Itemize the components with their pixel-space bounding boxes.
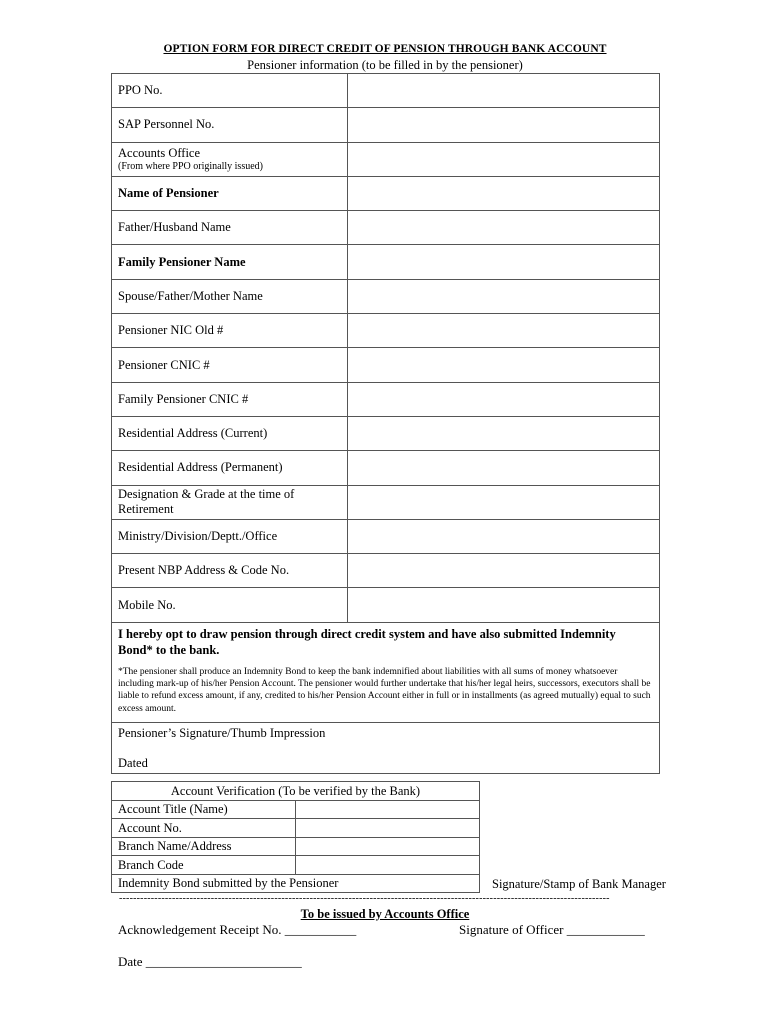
pensioner-field-label — [112, 519, 348, 553]
pensioner-field-label — [112, 382, 348, 416]
field-label-text: Spouse/Father/Mother Name — [118, 288, 263, 303]
declaration-text: I hereby opt to draw pension through direct credit system and have also submitted Indemnity Bond* to the bank. — [118, 626, 616, 657]
field-label-text: Accounts Office — [118, 146, 201, 161]
pensioner-field-label — [112, 108, 348, 142]
bank-field-input[interactable] — [296, 837, 480, 856]
pensioner-field-input[interactable] — [348, 588, 660, 622]
pensioner-field-label — [112, 554, 348, 588]
dated-label: Dated — [118, 755, 148, 770]
field-label-subtext: (From where PPO originally issued) — [118, 161, 263, 173]
bank-field-label: Branch Name/Address — [112, 837, 296, 856]
pensioner-field-input[interactable] — [348, 451, 660, 485]
form-title: OPTION FORM FOR DIRECT CREDIT OF PENSION THROUGH BANK ACCOUNT — [163, 43, 607, 55]
pensioner-field-label — [112, 348, 348, 382]
cut-line-separator: ------------------------------------------------------------------------------------------------------------------------------------------- — [119, 893, 610, 904]
bank-field-row — [112, 819, 480, 838]
declaration-cell — [112, 622, 660, 722]
bank-field-input[interactable] — [296, 856, 480, 875]
field-label-text: Residential Address (Permanent) — [118, 460, 283, 475]
pensioner-field-input[interactable] — [348, 74, 660, 108]
field-label-text: Present NBP Address & Code No. — [118, 563, 290, 578]
accounts-office-title: To be issued by Accounts Office — [300, 907, 470, 921]
field-label-text: SAP Personnel No. — [118, 117, 215, 132]
pensioner-info-table — [111, 73, 660, 774]
pensioner-field-row — [112, 485, 660, 519]
pensioner-field-label — [112, 74, 348, 108]
bank-field-input[interactable] — [296, 819, 480, 838]
field-label-text: Pensioner CNIC # — [118, 357, 210, 372]
pensioner-field-input[interactable] — [348, 108, 660, 142]
pensioner-field-label — [112, 176, 348, 210]
pensioner-field-input[interactable] — [348, 245, 660, 279]
bank-field-label: Branch Code — [112, 856, 296, 875]
pensioner-field-row — [112, 108, 660, 142]
pensioner-field-row — [112, 519, 660, 553]
pensioner-field-input[interactable] — [348, 211, 660, 245]
pensioner-field-input[interactable] — [348, 314, 660, 348]
field-label-text: Mobile No. — [118, 597, 176, 612]
pensioner-field-input[interactable] — [348, 554, 660, 588]
account-verification-table — [111, 781, 480, 893]
pensioner-field-label — [112, 245, 348, 279]
account-verification-header: Account Verification (To be verified by the Bank) — [112, 782, 480, 801]
pensioner-field-input[interactable] — [348, 142, 660, 176]
pensioner-field-row — [112, 142, 660, 176]
pensioner-field-label — [112, 142, 348, 176]
pensioner-field-label — [112, 416, 348, 450]
field-label-text: PPO No. — [118, 83, 163, 98]
pensioner-field-label — [112, 279, 348, 313]
pensioner-field-label — [112, 451, 348, 485]
pensioner-field-label — [112, 314, 348, 348]
pensioner-field-row — [112, 451, 660, 485]
bank-field-label: Indemnity Bond submitted by the Pensioner — [112, 874, 480, 893]
pensioner-field-row — [112, 382, 660, 416]
pensioner-field-input[interactable] — [348, 176, 660, 210]
bank-field-row — [112, 837, 480, 856]
bank-field-label: Account Title (Name) — [112, 800, 296, 819]
pensioner-field-row — [112, 314, 660, 348]
bank-field-row — [112, 800, 480, 819]
field-label-text: Residential Address (Current) — [118, 426, 268, 441]
indemnity-note: *The pensioner shall produce an Indemnity Bond to keep the bank indemnified about liabilities with all sums of money whatsoever including mark-up of his/her Pension Account. The pensioner would further undertake that his/her legal heirs, successors, executors shall be liable to refund excess amount, if any, credited to his/her Pension Account either in full or in installments (as agreed mutually) equal to such excess amount. — [118, 666, 651, 714]
pensioner-field-label — [112, 211, 348, 245]
pensioner-field-input[interactable] — [348, 416, 660, 450]
pensioner-field-input[interactable] — [348, 519, 660, 553]
signature-label: Pensioner’s Signature/Thumb Impression — [118, 725, 326, 740]
pensioner-field-row — [112, 176, 660, 210]
pensioner-field-row — [112, 245, 660, 279]
field-label-text: Father/Husband Name — [118, 220, 231, 235]
field-label-text: Family Pensioner Name — [118, 254, 246, 269]
field-label-text: Name of Pensioner — [118, 186, 219, 201]
form-subtitle: Pensioner information (to be filled in by the pensioner) — [247, 58, 523, 72]
field-label-text: Family Pensioner CNIC # — [118, 391, 249, 406]
officer-signature-field[interactable]: Signature of Officer ____________ — [459, 922, 645, 937]
field-label-text: Pensioner NIC Old # — [118, 323, 224, 338]
bank-field-label: Account No. — [112, 819, 296, 838]
pensioner-field-row — [112, 279, 660, 313]
pensioner-field-row — [112, 416, 660, 450]
signature-cell[interactable] — [112, 722, 660, 773]
bank-field-row — [112, 874, 480, 893]
pensioner-field-row — [112, 554, 660, 588]
pensioner-field-row — [112, 74, 660, 108]
pensioner-field-input[interactable] — [348, 279, 660, 313]
pensioner-field-row — [112, 211, 660, 245]
pensioner-field-row — [112, 348, 660, 382]
bank-field-input[interactable] — [296, 800, 480, 819]
date-field[interactable]: Date ________________________ — [118, 954, 302, 969]
acknowledgement-receipt-field[interactable]: Acknowledgement Receipt No. ___________ — [118, 922, 357, 937]
pensioner-field-label — [112, 588, 348, 622]
pensioner-field-input[interactable] — [348, 382, 660, 416]
pensioner-field-input[interactable] — [348, 348, 660, 382]
bank-manager-signature-label: Signature/Stamp of Bank Manager — [492, 877, 666, 891]
field-label-text: Designation & Grade at the time of Retirement — [118, 487, 295, 517]
pensioner-field-row — [112, 588, 660, 622]
field-label-text: Ministry/Division/Deptt./Office — [118, 529, 278, 543]
pensioner-field-input[interactable] — [348, 485, 660, 519]
pensioner-field-label — [112, 485, 348, 519]
bank-field-row — [112, 856, 480, 875]
